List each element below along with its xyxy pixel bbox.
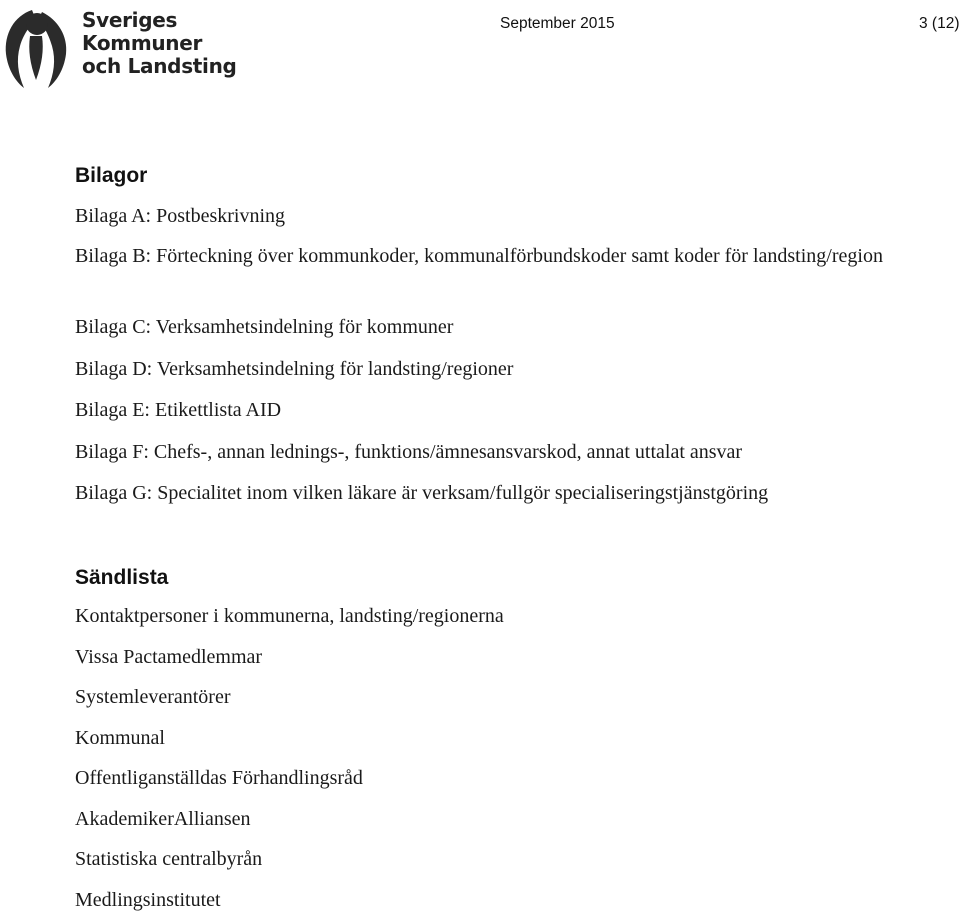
distribution-item: AkademikerAlliansen: [75, 808, 251, 830]
distribution-item: Kommunal: [75, 727, 165, 749]
distribution-heading: Sändlista: [75, 566, 169, 589]
attachments-heading: Bilagor: [75, 164, 148, 187]
distribution-item: Offentliganställdas Förhandlingsråd: [75, 767, 363, 789]
attachment-item: Bilaga C: Verksamhetsindelning för kommuner: [75, 316, 454, 338]
distribution-item: Kontaktpersoner i kommunerna, landsting/regionerna: [75, 605, 504, 627]
document-date: September 2015: [500, 15, 615, 32]
attachment-item: Bilaga B: Förteckning över kommunkoder, kommunalförbundskoder samt koder för landsting/region: [75, 245, 883, 267]
skl-emblem-icon: [2, 2, 70, 90]
distribution-item: Statistiska centralbyrån: [75, 848, 263, 870]
page-number: 3 (12): [919, 15, 960, 32]
attachment-item: Bilaga F: Chefs-, annan lednings-, funktions/ämnesansvarskod, annat uttalat ansvar: [75, 441, 743, 463]
skl-logo: [2, 2, 237, 90]
attachment-item: Bilaga E: Etikettlista AID: [75, 399, 282, 421]
distribution-item: Systemleverantörer: [75, 686, 231, 708]
logo-line-1: Sveriges: [82, 8, 178, 32]
attachment-item: Bilaga G: Specialitet inom vilken läkare är verksam/fullgör specialiseringstjänstgöring: [75, 482, 769, 504]
logo-line-2: Kommuner: [82, 31, 203, 55]
attachment-item: Bilaga D: Verksamhetsindelning för landsting/regioner: [75, 358, 514, 380]
page-header: [0, 0, 960, 100]
logo-line-3: och Landsting: [82, 54, 237, 78]
distribution-item: Vissa Pactamedlemmar: [75, 646, 263, 668]
attachment-item: Bilaga A: Postbeskrivning: [75, 205, 285, 227]
logo-wordmark: [82, 9, 237, 78]
distribution-item: Medlingsinstitutet: [75, 889, 221, 911]
